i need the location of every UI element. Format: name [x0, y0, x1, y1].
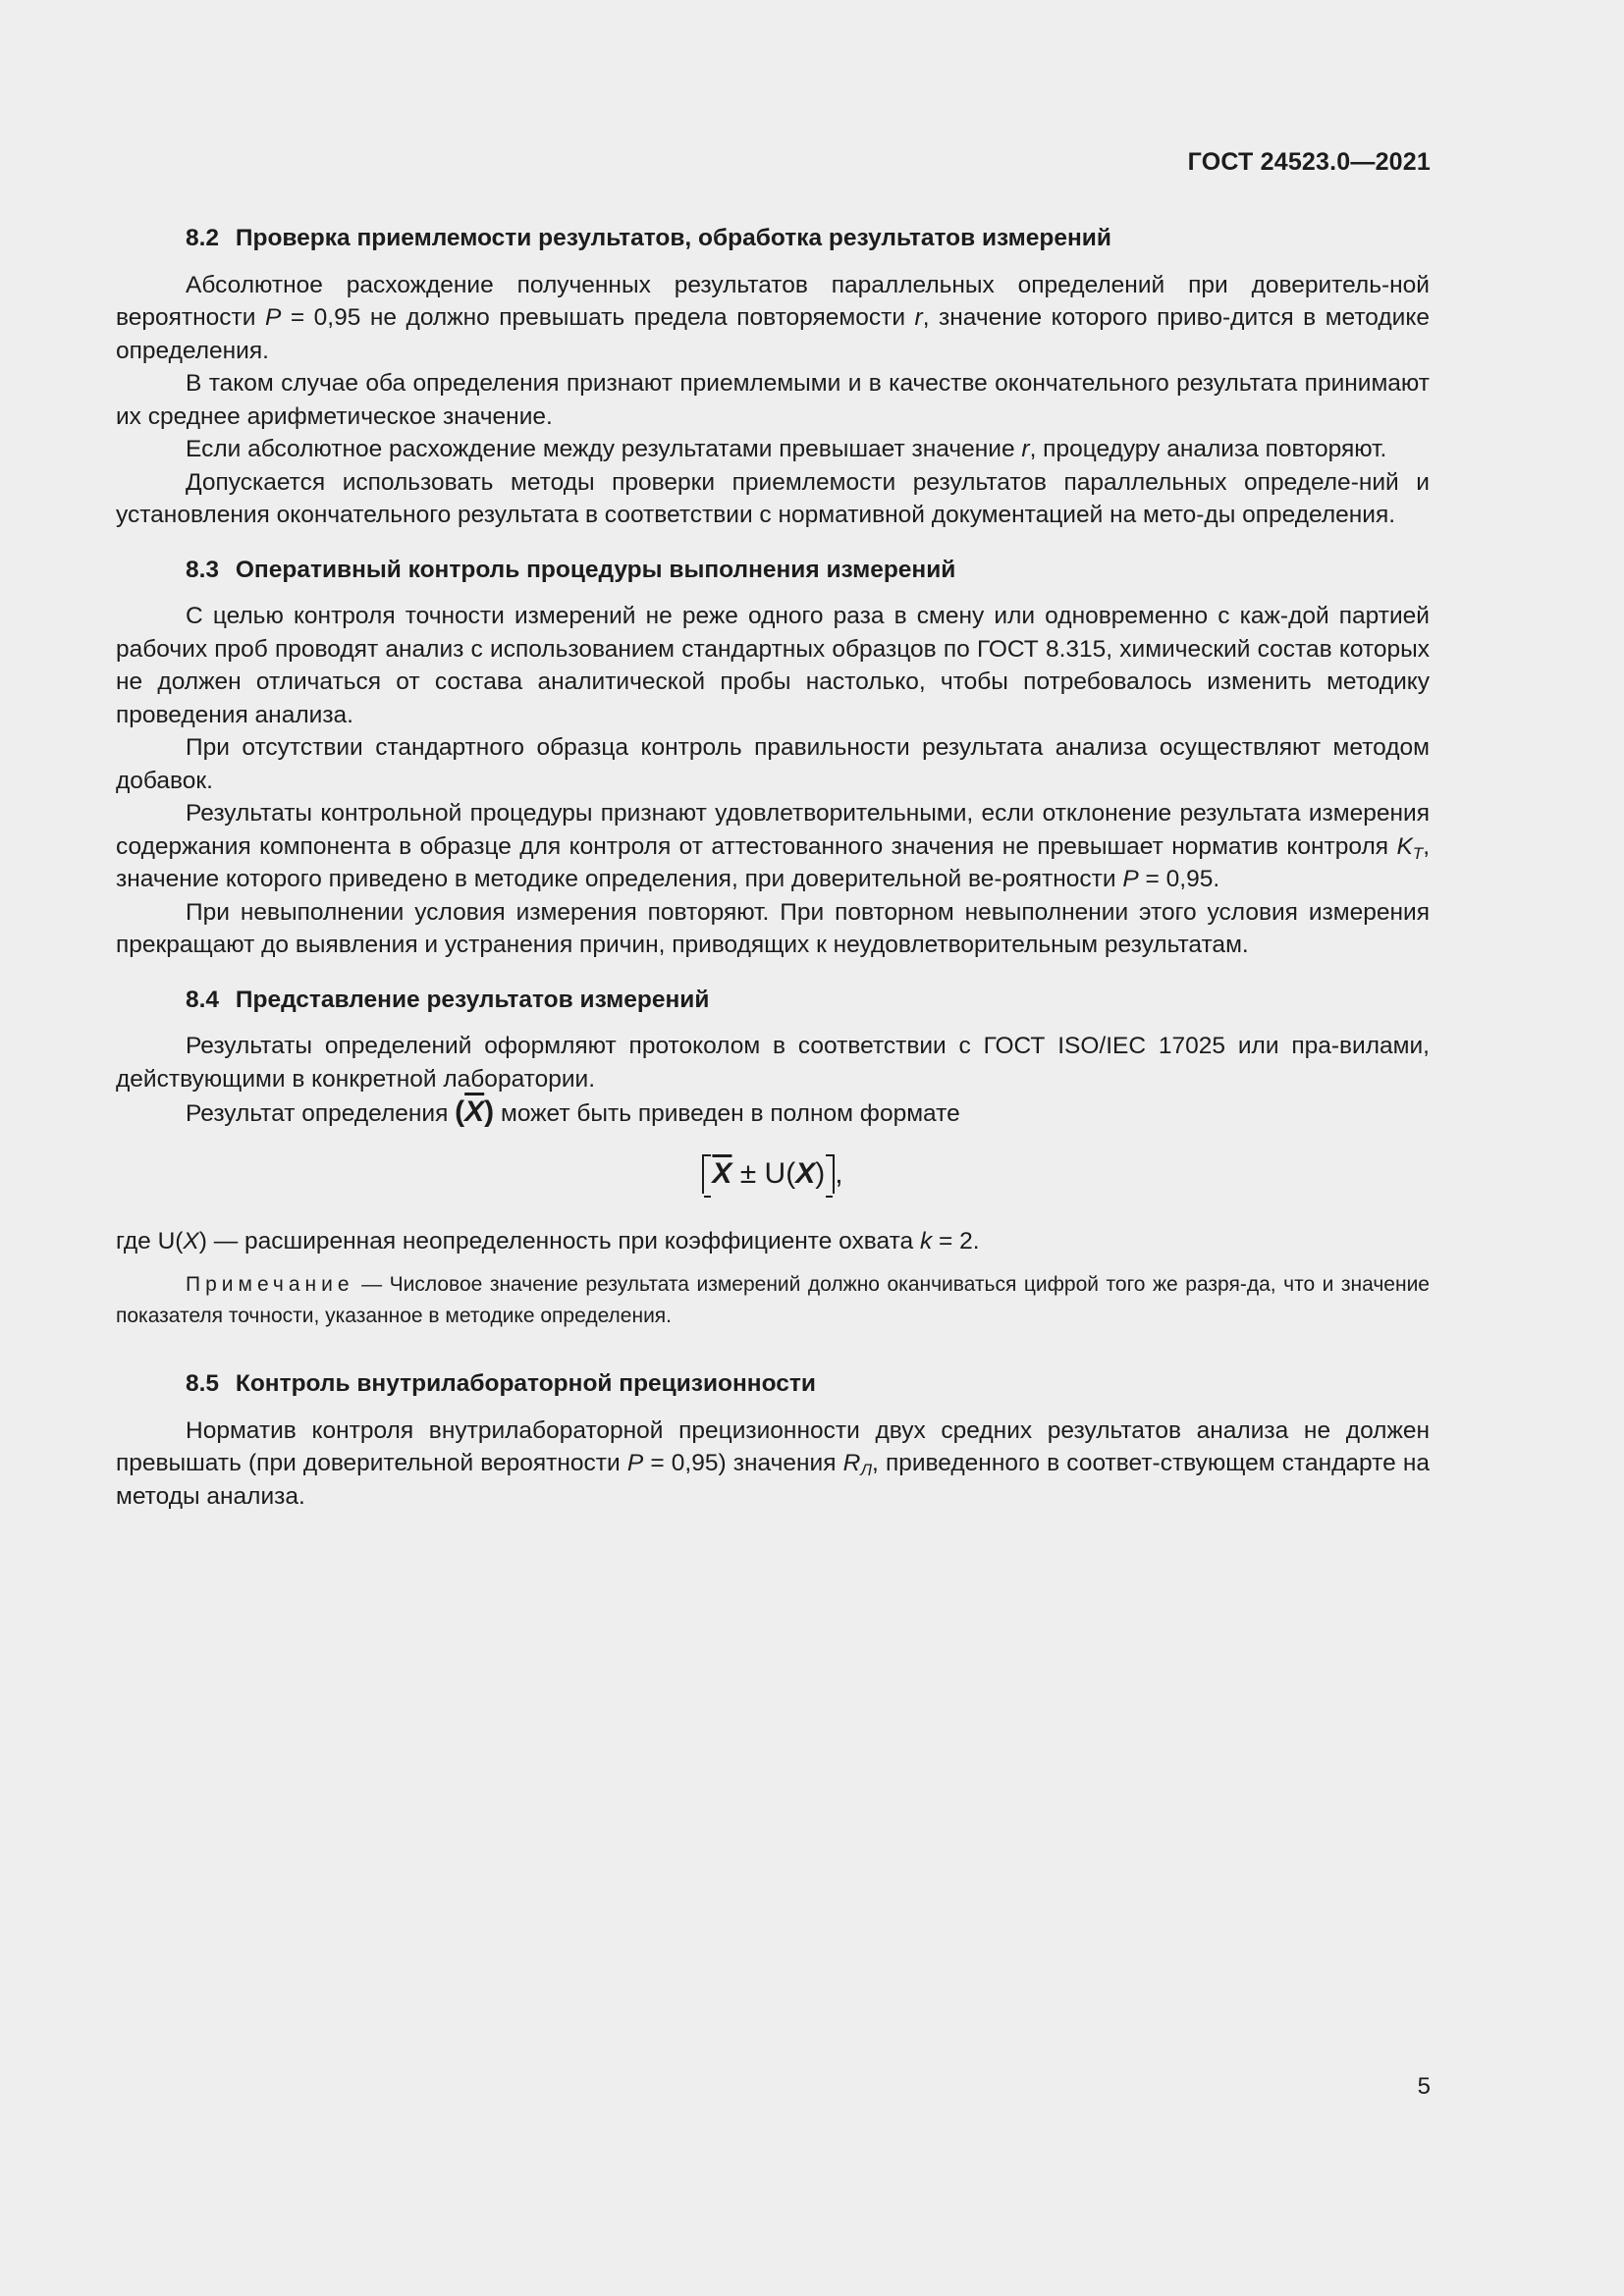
variable-x-bar: $\overline{X}$	[712, 1156, 732, 1190]
variable-x-bar: $\overline{X}$	[464, 1095, 485, 1128]
section-heading-8-4	[116, 984, 1430, 1017]
paragraph: При невыполнении условия измерения повторяют. При повторном невыполнении этого условия измерения прекращают до выявления и устранения причин, приводящих к неудовлетворительным результатам.	[116, 898, 1430, 958]
document-code: ГОСТ 24523.0—2021	[1187, 148, 1431, 176]
paragraph: При отсутствии стандартного образца контроль правильности результата анализа осуществляют методом добавок.	[116, 734, 1430, 794]
formula-bracket: $\overline{X} \pm U(X)$	[702, 1154, 835, 1194]
section-title: Контроль внутрилабораторной прецизионности	[235, 1370, 816, 1397]
section-heading-8-3	[116, 554, 1430, 587]
section-number: 8.2	[186, 225, 220, 251]
section-heading-8-2	[116, 222, 1430, 255]
paragraph: Норматив контроля внутрилабораторной прецизионности двух средних результатов анализа не должен превышать (при доверительной вероятности P = 0,95) значения $R_Л$, приведенного в соответ-ствующем стандарте на методы анализа.	[116, 1416, 1430, 1510]
formula-explanation: где U(X) — расширенная неопределенность при коэффициенте охвата k = 2.	[116, 1227, 980, 1255]
note-text: — Числовое значение результата измерений должно оканчиваться цифрой того же разря-да, что и значение показателя точности, указанное в методике определения.	[116, 1273, 1430, 1327]
paragraph: Результаты контрольной процедуры признают удовлетворительными, если отклонение результата измерения содержания компонента в образце для контроля от аттестованного значения не превышает норматив контроля $K_T$, значение которого приведено в методике определения, при доверительной ве-роятности P = 0,95.	[116, 800, 1430, 892]
paragraph: В таком случае оба определения признают приемлемыми и в качестве окончательного результата принимают их среднее арифметическое значение.	[116, 370, 1430, 430]
paragraph: С целью контроля точности измерений не реже одного раза в смену или одновременно с каж-дой партией рабочих проб проводят анализ с использованием стандартных образцов по ГОСТ 8.315, химический состав которых не должен отличаться от состава аналитической пробы настолько, чтобы потребовалось изменить методику проведения анализа.	[116, 603, 1430, 728]
variable-k: K	[1396, 832, 1413, 860]
section-number: 8.3	[186, 556, 220, 583]
result-formula: $\overline{X} \pm U(X)$ ,	[116, 1145, 1430, 1207]
note	[116, 1269, 1430, 1332]
note-label: Примечание	[186, 1273, 354, 1296]
subscript-l: Л	[860, 1461, 873, 1479]
section-title: Оперативный контроль процедуры выполнения измерений	[235, 556, 956, 583]
section-number: 8.4	[186, 986, 220, 1013]
variable-r: r	[914, 304, 923, 331]
paragraph: Результаты определений оформляют протоколом в соответствии с ГОСТ ISO/IEC 17025 или пра-вилами, действующими в конкретной лаборатории.	[116, 1033, 1430, 1093]
subscript-t: T	[1412, 843, 1424, 863]
variable-r: r	[1021, 436, 1030, 462]
section-title: Представление результатов измерений	[235, 986, 710, 1013]
section-number: 8.5	[186, 1370, 220, 1397]
paragraph: Если абсолютное расхождение между результатами превышает значение r, процедуру анализа повторяют.	[186, 436, 1387, 462]
variable-p: P	[1122, 866, 1139, 892]
document-body	[116, 222, 1430, 1513]
section-title: Проверка приемлемости результатов, обработка результатов измерений	[235, 225, 1111, 251]
variable-p: P	[264, 304, 282, 331]
paragraph: Допускается использовать методы проверки приемлемости результатов параллельных определе-ний и установления окончательного результата в соответствии с нормативной документацией на мето-ды определения.	[116, 468, 1430, 528]
paragraph: Результат определения $(\overline{X})$ может быть приведен в полном формате	[186, 1095, 960, 1128]
section-heading-8-5	[116, 1367, 1430, 1401]
variable-p: P	[626, 1450, 644, 1476]
page-number: 5	[1417, 2073, 1431, 2100]
variable-r: R	[842, 1450, 861, 1476]
paragraph: Абсолютное расхождение полученных результатов параллельных определений при доверитель-ной вероятности P = 0,95 не должно превышать предела повторяемости r, значение которого приво-дится в методике определения.	[116, 271, 1430, 364]
